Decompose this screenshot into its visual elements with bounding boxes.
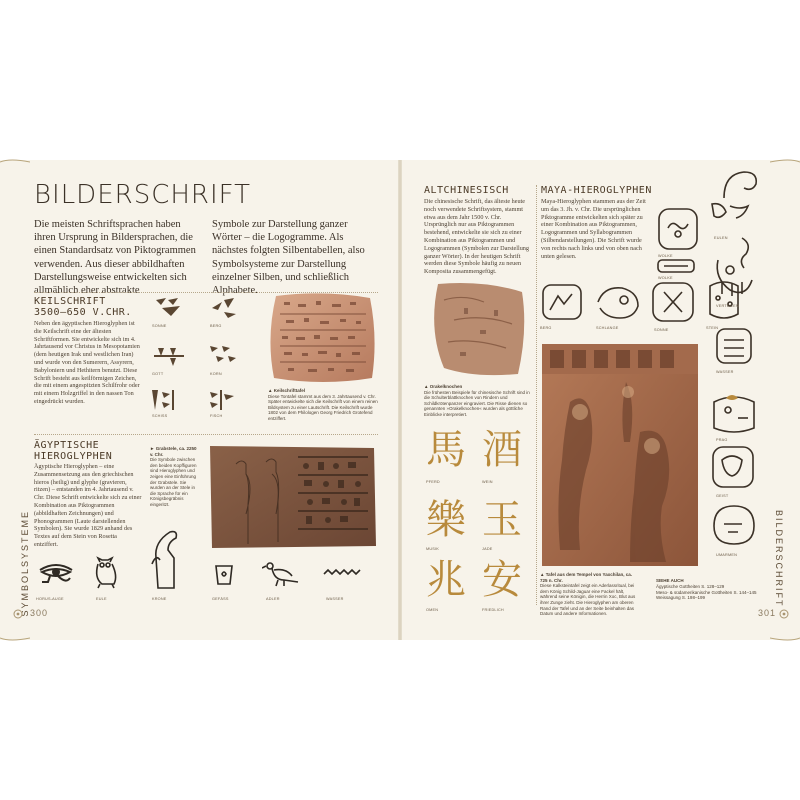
divider	[34, 434, 378, 435]
cuneiform-label: GOTT	[152, 372, 164, 376]
hieroglyph-label: ADLER	[266, 597, 280, 601]
aegyptisch-text: Ägyptische Hieroglyphen – eine Zusammensetzung aus den griechischen hieros (heilig) und glyphe (gravieren, ritzen) – entstanden im 4. Jahrtausend v. Chr. Diese Schrift entwickelte sich zu einer Kombination aus Piktogrammen (abbildhaften Zeichnungen) und Phonogrammen (Laute darstellenden Symbolen). Sie wurde 1829 anhand des Textes auf dem Stein von Rosetta entziffert.	[34, 463, 142, 548]
corner-ornament-icon	[770, 634, 800, 642]
section-label-left: SYMBOLSYSTEME	[20, 510, 30, 617]
maya-sun-icon	[650, 280, 696, 324]
cuneiform-grain-icon	[208, 344, 242, 368]
keilschrift-text: Neben den ägyptischen Hieroglyphen ist die Keilschrift eine der ältesten Schriftformen. Sie entwickelte sich im 4. Jahrtausend vor Christus in Mesopotamien (dem heutigen Irak und westlichen Iran) und wurde von den Sumerern, Assyrern, Babyloniern und Hethitern benutzt. Diese Schrift besteht aus keilförmigen Zeichen, die mit einem angespitzten Schilfrohr oder mit einem Holzgriffel in den nassen Ton eingedrückt wurden.	[34, 320, 140, 405]
oracle-bone-photo	[424, 280, 532, 378]
page-number-left: 300	[30, 608, 49, 618]
cuneiform-tablet-photo	[268, 292, 378, 384]
maya-corner-icon	[720, 168, 760, 204]
lintel-caption	[540, 572, 640, 617]
vessel-icon	[212, 562, 236, 588]
maya-embrace-icon	[710, 502, 756, 548]
hanzi-wine: 酒	[482, 427, 522, 473]
maya-label: WASSER	[716, 370, 734, 374]
section-label-right: BILDERSCHRIFT	[774, 510, 784, 608]
hieroglyph-label: WASSER	[326, 597, 344, 601]
intro-text-col2: Symbole zur Darstellung ganzer Wörter – die Logogramme. Als nächstes folgten Silbentabellen, also Symbolsysteme zur Darstellung einzelner Silben, und schließlich Alphabete.	[212, 219, 365, 297]
hieroglyph-label: GEFÄSS	[212, 597, 229, 601]
lintel-caption-text: Diese Kalksteintafel zeigt ein Aderlassritual, bei dem König Schild-Jaguar eine Fackel hält, während seine Königin, die Herrin Xoc, Blut aus ihrer Zunge zieht. Die Hieroglyphen am oberen Rand der Tafel und an der Seite beinhalten das Datum und andere Informationen.	[540, 583, 636, 617]
tablet-caption-text: Diese Tontafel stammt aus dem 3. Jahrtausend v. Chr. Später entwickelte sich die Keilschrift von einem reinen Bildsystem zu einer Lautschrift. Die Keilschrift wurde 1802 von dem Philologen Georg Friedrich Grotefend entziffert.	[268, 393, 378, 421]
crown-icon	[148, 528, 182, 592]
hieroglyph-label: EULE	[96, 597, 107, 601]
hanzi-label: WEIN	[482, 480, 493, 484]
hanzi-label: FRIEDLICH	[482, 608, 504, 612]
see-also-link[interactable]: Ägyptische Gottheiten S. 128–129	[656, 583, 725, 589]
hanzi-omen: 兆	[426, 557, 466, 603]
maya-prag-icon	[710, 392, 758, 436]
maya-label: WOLKE	[658, 254, 673, 258]
hanzi-label: PFERD	[426, 480, 440, 484]
eagle-icon	[262, 558, 302, 588]
maya-label: WOLKE	[658, 276, 673, 280]
keilschrift-heading-line1: KEILSCHRIFT	[34, 296, 106, 307]
corner-ornament-icon	[0, 158, 30, 166]
hanzi-jade: 玉	[482, 497, 522, 543]
maya-label: SONNE	[654, 328, 669, 332]
hanzi-label: JADE	[482, 547, 493, 551]
cuneiform-label: SONNE	[152, 324, 167, 328]
maya-label: PRAG	[716, 438, 728, 442]
altchinesisch-text: Die chinesische Schrift, das älteste heute noch verwendete Schriftsystem, stammt etwa aus dem Jahr 1500 v. Chr. Ursprünglich nur aus Piktogrammen bestehend, entwickelte sie sich zu einer Kombination aus Piktogrammen und Logogrammen (Symbolen zur Darstellung ganzer Wörter). In der heutigen Schrift werden diese Symbole häufig zu neuen Komposita zusammengefügt.	[424, 198, 529, 276]
cuneiform-god-icon	[152, 344, 186, 368]
maya-label: UMARMEN	[716, 553, 738, 557]
aegyptisch-heading-line1: ÄGYPTISCHE	[34, 440, 100, 451]
cuneiform-fish-icon	[208, 388, 242, 412]
maya-cloud-icon	[656, 206, 700, 252]
lintel-caption-title: ▲ Tafel aus dem Tempel von Yaxchilan, ca. 725 n. Chr.	[540, 572, 632, 583]
cuneiform-label: FISCH	[210, 414, 223, 418]
oracle-bone-caption-text: Die frühesten Beispiele für chinesische Schrift sind in die Schulterblattknochen von Rindern und Schildkrötenpanzer eingraviert. Die Risse dienen so genannten »Orakelknochen« wurden als göttliche Einblicke interpretiert.	[424, 389, 530, 417]
corner-ornament-icon	[770, 158, 800, 166]
aegyptisch-heading	[34, 440, 112, 462]
stele-caption-title: ► Grabstele, ca. 2250 v. Chr.	[150, 446, 197, 457]
see-also	[656, 578, 760, 601]
oracle-bone-caption	[424, 384, 532, 418]
maya-label: GEIST	[716, 494, 729, 498]
maya-spirit-icon	[710, 444, 756, 490]
maya-heading: MAYA-HIEROGLYPHEN	[541, 185, 652, 196]
hanzi-peaceful: 安	[482, 557, 522, 603]
intro-text-col1: Die meisten Schriftsprachen haben ihren Ursprung in Bildersprachen, die einen Standardsatz von Piktogrammen verwenden. Aus dieser abbildhaften Darstellungsweise entwickelten sich allmählich eher abstrakte	[34, 219, 196, 297]
maya-owl-icon	[708, 200, 752, 230]
cuneiform-mountain-icon	[210, 296, 240, 320]
hanzi-horse: 馬	[426, 427, 466, 473]
grave-stele-photo	[206, 444, 378, 550]
owl-icon	[92, 556, 120, 590]
page-number-right: 301	[758, 608, 777, 618]
water-icon	[322, 568, 362, 580]
cuneiform-ship-icon	[150, 388, 184, 412]
divider	[536, 185, 537, 605]
oracle-bone-caption-title: ▲ Orakelknochen	[424, 384, 463, 389]
flower-ornament-icon	[12, 608, 24, 620]
book-gutter	[398, 160, 402, 640]
maya-serpent-icon	[594, 282, 642, 322]
cuneiform-label: SCHISS	[152, 414, 168, 418]
aegyptisch-heading-line2: HIEROGLYPHEN	[34, 451, 113, 462]
hanzi-label: OMEN	[426, 608, 439, 612]
maya-label: EULEN	[714, 236, 728, 240]
see-also-title: SIEHE AUCH	[656, 578, 684, 583]
maya-label: BERG	[540, 326, 552, 330]
maya-stone-icon	[704, 278, 744, 322]
corner-ornament-icon	[0, 634, 30, 642]
stele-caption	[150, 446, 200, 508]
altchinesisch-heading: ALTCHINESISCH	[424, 185, 509, 196]
horus-eye-icon	[36, 562, 76, 584]
cuneiform-sun-icon	[152, 296, 186, 320]
maya-label: VERTEILEN	[716, 304, 739, 308]
cuneiform-label: KORN	[210, 372, 222, 376]
maya-mountain-icon	[540, 282, 584, 322]
tablet-caption	[268, 388, 378, 422]
tablet-caption-title: ▲ Keilschrifttafel	[268, 388, 305, 393]
cuneiform-label: BERG	[210, 324, 222, 328]
hieroglyph-label: KRONE	[152, 597, 167, 601]
stele-caption-text: Die Symbole zwischen den beiden Kopffiguren sind Hieroglyphen und zeigen eine Einführung der Grabstele. Sie wurden an der Stele in die Sprache für ein Königsbegräbnis eingeritzt.	[150, 457, 197, 507]
hieroglyph-label: HORUS-AUGE	[36, 597, 64, 601]
hanzi-label: MUSIK	[426, 547, 440, 551]
maya-label: STEIN	[706, 326, 719, 330]
page-title: BILDERSCHRIFT	[34, 180, 252, 210]
see-also-link[interactable]: Weissagung S. 198–199	[656, 595, 705, 601]
maya-text: Maya-Hieroglyphen stammen aus der Zeit um das 3. Jh. v. Chr. Die ursprünglichen Piktogramme entwickelten sich später zu einer Kombination aus Piktogrammen, Logogrammen und Syllabogrammen (Silbendarstellungen). Die Schrift wurde von rechts nach links und von oben nach unten gelesen.	[541, 198, 646, 260]
keilschrift-heading	[34, 296, 132, 318]
maya-water-icon	[714, 326, 754, 366]
flower-ornament-icon	[778, 608, 790, 620]
maya-label: SCHLANGE	[596, 326, 619, 330]
yaxchilan-lintel-photo	[540, 342, 700, 568]
hanzi-music: 樂	[426, 497, 466, 543]
keilschrift-heading-line2: 3500–650 V.CHR.	[34, 307, 132, 318]
maya-cloud2-icon	[656, 258, 696, 274]
see-also-link[interactable]: Meso- & südamerikanische Gottheiten S. 144–145	[656, 589, 757, 595]
